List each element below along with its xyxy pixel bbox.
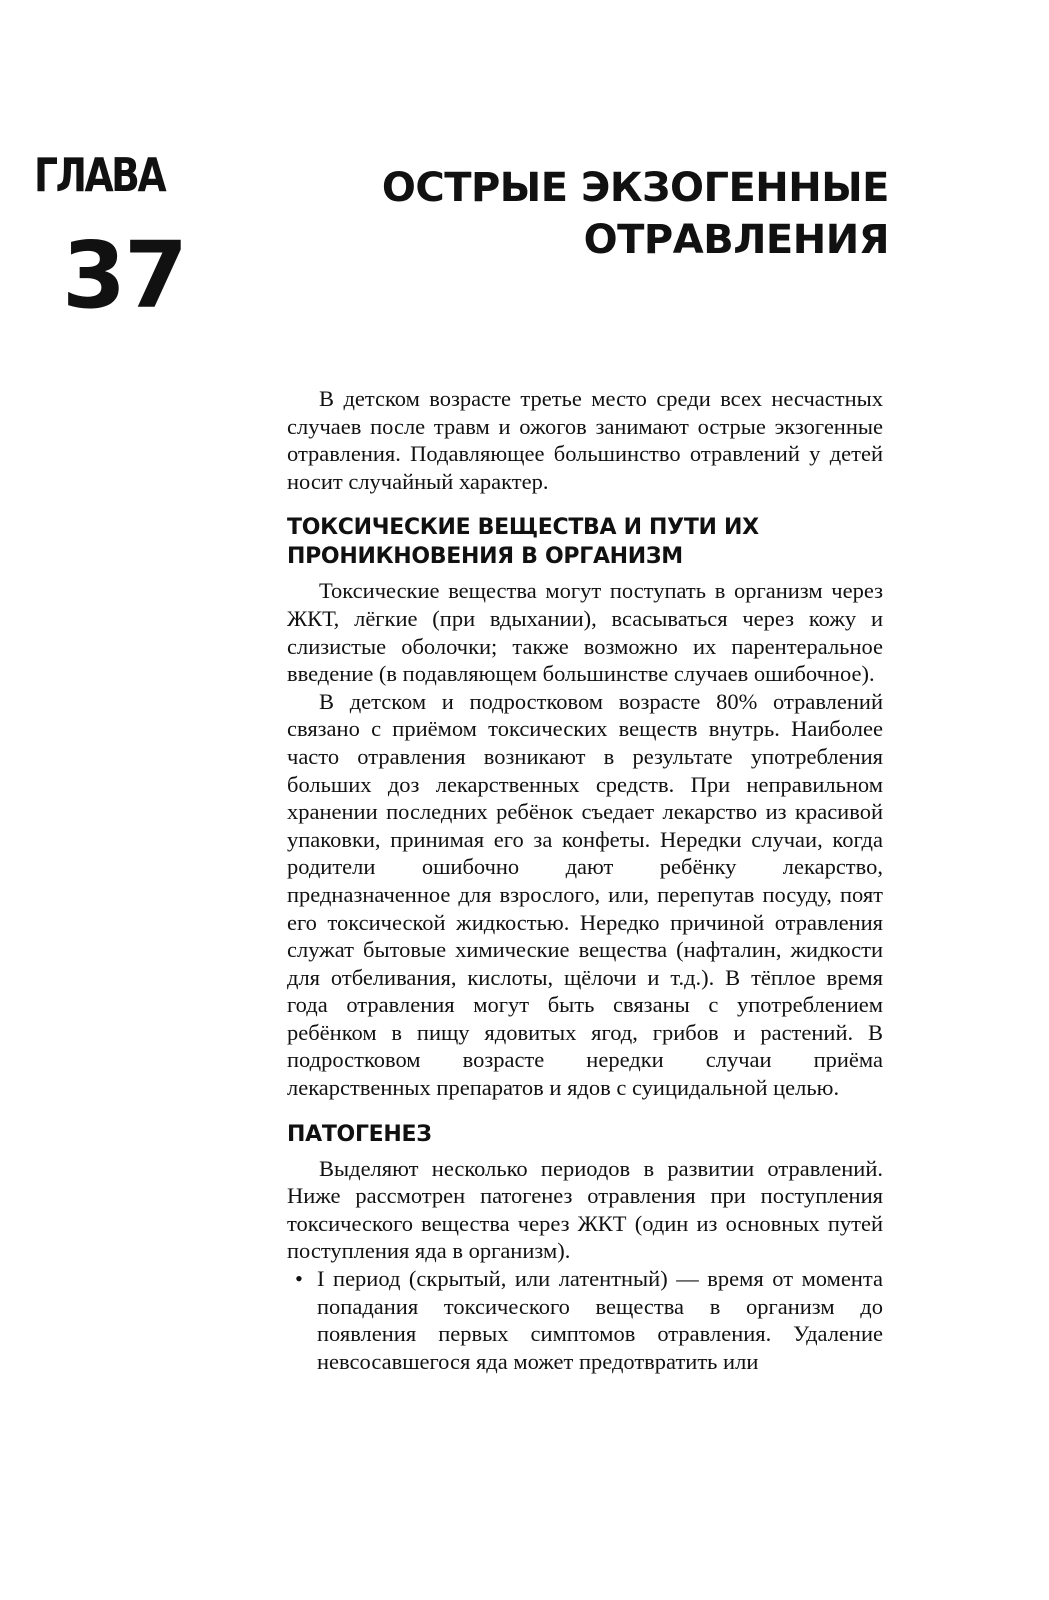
intro-paragraph: В детском возрасте третье место среди всех несчастных случаев после травм и ожогов занимают острые экзогенные отравления. Подавляющее большинство отравлений у детей носит случайный характер.	[287, 386, 883, 494]
bullet-icon: •	[295, 1266, 303, 1292]
section-heading-toxic-substances	[287, 513, 883, 571]
period-list	[287, 1265, 883, 1375]
chapter-title	[329, 162, 889, 266]
page-content	[287, 385, 883, 1375]
chapter-number: 37	[62, 222, 187, 329]
body-paragraph: Токсические вещества могут поступать в организм через ЖКТ, лёгкие (при вдыхании), всасываться через кожу и слизистые оболочки; также возможно их парентеральное введение (в подавляющем большинстве случаев ошибочное).	[287, 578, 883, 687]
body-paragraph: В детском и подростковом возрасте 80% отравлений связано с приёмом токсических веществ внутрь. Наиболее часто отравления возникают в результате употребления больших доз лекарственных средств. При неправильном хранении последних ребёнок съедает лекарство из красивой упаковки, принимая его за конфеты. Нередки случаи, когда родители ошибочно дают ребёнку лекарство, предназначенное для взрослого, или, перепутав посуду, поят его токсической жидкостью. Нередко причиной отравления служат бытовые химические вещества (нафталин, жидкости для отбеливания, кислоты, щёлочи и т.д.). В тёплое время года отравления могут быть связаны с употреблением ребёнком в пищу ядовитых ягод, грибов и растений. В подростковом возрасте нередки случаи приёма лекарственных препаратов и ядов с суицидальной целью.	[287, 688, 883, 1101]
chapter-label: ГЛАВА	[34, 148, 165, 202]
chapter-title-line: ОСТРЫЕ ЭКЗОГЕННЫЕ	[381, 165, 889, 211]
body-paragraph: Выделяют несколько периодов в развитии отравлений. Ниже рассмотрен патогенез отравления при поступления токсического вещества через ЖКТ (один из основных путей поступления яда в организм).	[287, 1155, 883, 1264]
list-item	[287, 1265, 883, 1375]
section-heading-line: ПАТОГЕНЕЗ	[287, 1121, 432, 1147]
list-item-text: I период (скрытый, или латентный) — время от момента попадания токсического вещества в организм до появления первых симптомов отравления. Удаление невсосавшегося яда может предотвратить или	[317, 1266, 883, 1374]
chapter-title-line: ОТРАВЛЕНИЯ	[583, 217, 889, 263]
section-heading-line: ТОКСИЧЕСКИЕ ВЕЩЕСТВА И ПУТИ ИХ	[287, 515, 759, 541]
section-heading-pathogenesis	[287, 1120, 883, 1149]
section-heading-line: ПРОНИКНОВЕНИЯ В ОРГАНИЗМ	[287, 544, 683, 570]
